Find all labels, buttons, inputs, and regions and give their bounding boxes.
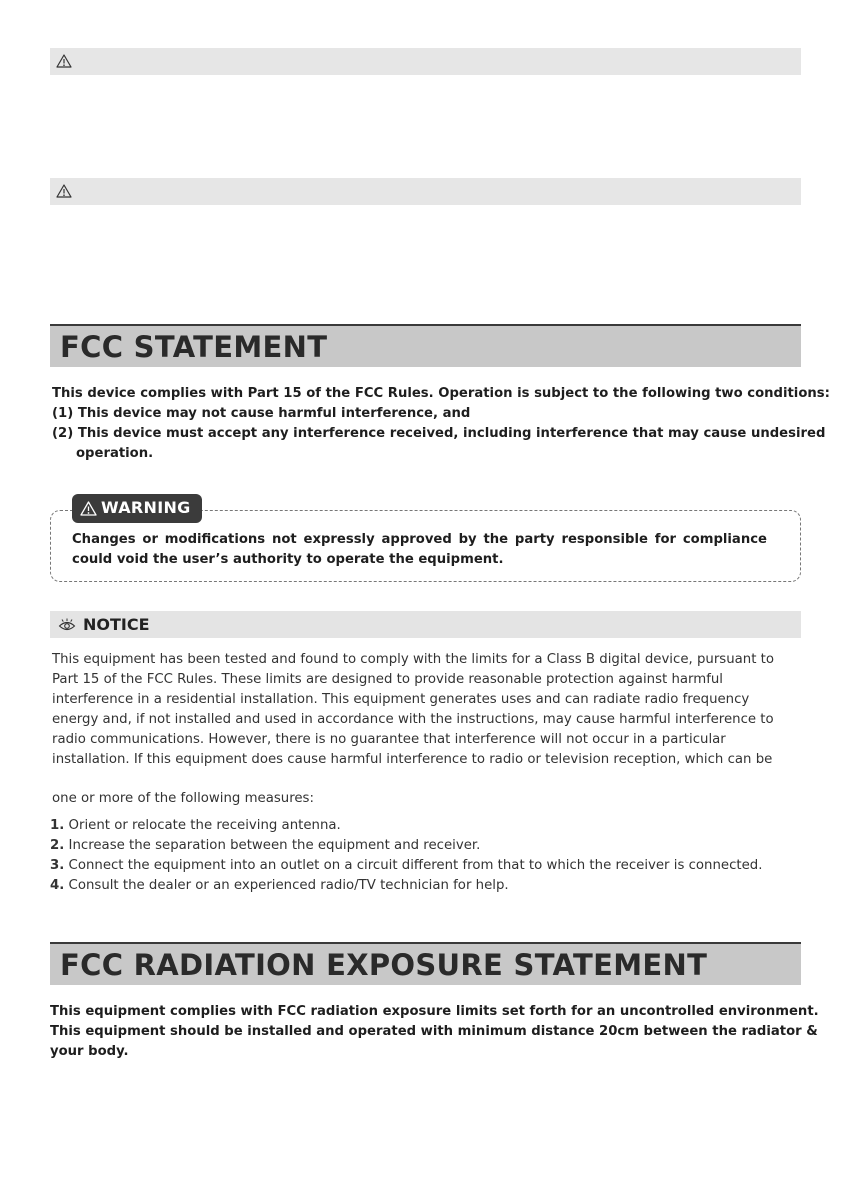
fcc-statement-title: FCC STATEMENT	[60, 330, 328, 364]
measure-item	[50, 876, 509, 896]
caution-triangle-icon	[56, 54, 72, 68]
warning-label: WARNING	[101, 498, 191, 517]
warning-text: Changes or modifications not expressly approved by the party responsible for compliance could void the user’s authority to operate the equipment.	[72, 532, 767, 567]
notice-line: interference in a residential installation. This equipment generates uses and can radiate radio frequency	[52, 692, 750, 707]
radiation-line: This equipment complies with FCC radiation exposure limits set forth for an uncontrolled environment.	[50, 1004, 819, 1019]
notice-label: NOTICE	[83, 615, 150, 634]
notice-line: radio communications. However, there is no guarantee that interference will not occur in a particular	[52, 732, 726, 747]
caution-bar-1	[50, 48, 801, 75]
warning-badge	[72, 494, 202, 523]
notice-bar	[50, 611, 801, 638]
measure-item	[50, 816, 341, 836]
measure-text: Connect the equipment into an outlet on a circuit different from that to which the receiver is connected.	[64, 858, 763, 873]
warning-triangle-icon	[80, 501, 97, 516]
radiation-line: your body.	[50, 1044, 129, 1059]
fcc-condition-2: (2) This device must accept any interference received, including interference that may cause undesired	[52, 426, 826, 441]
measure-number: 2.	[50, 838, 65, 853]
fcc-statement-header	[50, 324, 801, 367]
radiation-header	[50, 942, 801, 985]
measure-item	[50, 856, 762, 876]
measure-text: Orient or relocate the receiving antenna.	[64, 818, 341, 833]
fcc-condition-2-cont: operation.	[76, 446, 154, 461]
notice-line: energy and, if not installed and used in accordance with the instructions, may cause harmful interference to	[52, 712, 774, 727]
notice-line: Part 15 of the FCC Rules. These limits are designed to provide reasonable protection against harmful	[52, 672, 724, 687]
fcc-intro: This device complies with Part 15 of the FCC Rules. Operation is subject to the following two conditions:	[52, 386, 830, 401]
measure-item	[50, 836, 480, 856]
measure-text: Consult the dealer or an experienced radio/TV technician for help.	[64, 878, 509, 893]
caution-triangle-icon	[56, 184, 72, 198]
notice-line: installation. If this equipment does cause harmful interference to radio or television reception, which can be	[52, 752, 773, 767]
measure-text: Increase the separation between the equipment and receiver.	[64, 838, 481, 853]
caution-bar-2	[50, 178, 801, 205]
fcc-condition-1: (1) This device may not cause harmful interference, and	[52, 406, 471, 421]
measure-number: 1.	[50, 818, 65, 833]
measure-number: 3.	[50, 858, 65, 873]
eye-icon	[58, 618, 76, 632]
notice-measures-intro: one or more of the following measures:	[52, 791, 314, 806]
radiation-title: FCC RADIATION EXPOSURE STATEMENT	[60, 948, 708, 982]
notice-line: This equipment has been tested and found to comply with the limits for a Class B digital device, pursuant to	[52, 652, 775, 667]
radiation-line: This equipment should be installed and operated with minimum distance 20cm between the radiator &	[50, 1024, 818, 1039]
measure-number: 4.	[50, 878, 65, 893]
